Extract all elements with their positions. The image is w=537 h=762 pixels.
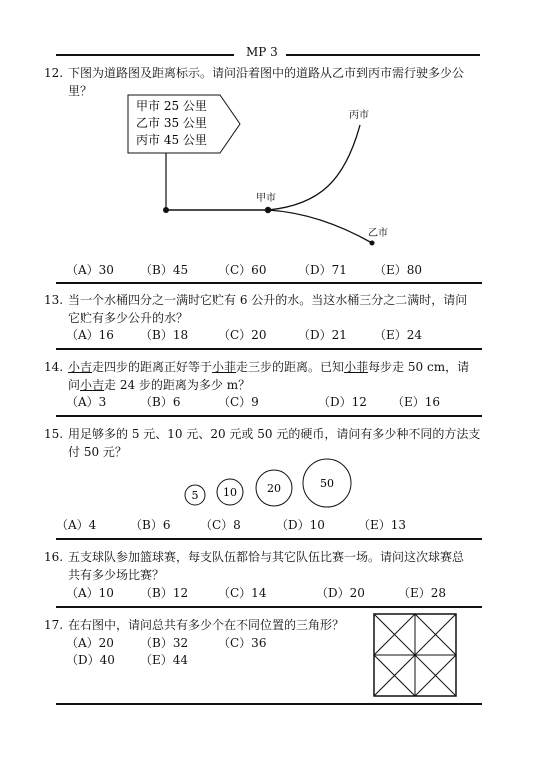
sign-line-1: 甲市 25 公里 (136, 99, 207, 113)
option-b[interactable]: （B）32 (140, 636, 189, 650)
option-d[interactable]: （D）21 (298, 328, 347, 342)
question-text-line: 五支球队参加篮球赛，每支队伍都恰与其它队伍比赛一场。请问这次球赛总 (68, 550, 465, 564)
question-text-line: 付 50 元？ (68, 445, 127, 459)
question-text-line: 用足够多的 5 元、10 元、20 元或 50 元的硬币，请问有多少种不同的方法支 (68, 427, 481, 441)
option-a[interactable]: （A）30 (66, 263, 114, 277)
option-e[interactable]: （E）16 (392, 395, 441, 409)
city-label-bing: 丙市 (349, 110, 369, 121)
question-number: 14. (44, 360, 64, 374)
option-d[interactable]: （D）40 (66, 653, 115, 667)
text-segment: 每步走 50 cm，请 (368, 360, 470, 374)
question-number: 12. (44, 66, 64, 80)
coin-label: 50 (320, 477, 334, 490)
option-c[interactable]: （C）36 (218, 636, 267, 650)
question-text-line: 里？ (68, 84, 93, 98)
name-xiaoji: 小吉 (68, 360, 93, 374)
option-d[interactable]: （D）10 (276, 518, 325, 532)
sign-line-2: 乙市 35 公里 (136, 116, 207, 130)
option-c[interactable]: （C）9 (218, 395, 259, 409)
text-segment: 走四步的距离正好等于 (92, 360, 213, 374)
question-text-line: 共有多少场比赛？ (68, 568, 165, 582)
text-segment: 问 (68, 378, 81, 392)
option-b[interactable]: （B）45 (140, 263, 189, 277)
option-c[interactable]: （C）14 (218, 586, 267, 600)
option-a[interactable]: （A）20 (66, 636, 114, 650)
city-label-jia: 甲市 (256, 193, 276, 204)
coin-label: 10 (223, 486, 237, 499)
option-d[interactable]: （D）20 (316, 586, 365, 600)
option-b[interactable]: （B）18 (140, 328, 189, 342)
coin-label: 5 (191, 489, 199, 502)
option-c[interactable]: （C）8 (200, 518, 241, 532)
question-text-line: 下图为道路图及距离标示。请问沿着图中的道路从乙市到丙市需行驶多少公 (68, 66, 465, 80)
option-d[interactable]: （D）71 (298, 263, 347, 277)
question-number: 17. (44, 618, 64, 632)
option-e[interactable]: （E）80 (374, 263, 423, 277)
option-a[interactable]: （A）3 (66, 395, 107, 409)
option-c[interactable]: （C）60 (218, 263, 267, 277)
option-e[interactable]: （E）13 (358, 518, 407, 532)
option-e[interactable]: （E）24 (374, 328, 423, 342)
question-text-line: 当一个水桶四分之一满时它贮有 6 公升的水。当这水桶三分之二满时，请问 (68, 293, 468, 307)
option-d[interactable]: （D）12 (318, 395, 367, 409)
option-e[interactable]: （E）28 (398, 586, 447, 600)
coin-label: 20 (267, 482, 281, 495)
name-xiaofei: 小菲 (212, 360, 237, 374)
option-a[interactable]: （A）10 (66, 586, 114, 600)
option-e[interactable]: （E）44 (140, 653, 189, 667)
city-label-yi: 乙市 (368, 228, 388, 239)
question-text-line: 在右图中，请问总共有多少个在不同位置的三角形？ (68, 618, 345, 632)
question-number: 13. (44, 293, 64, 307)
text-segment: 走 24 步的距离为多少 m？ (104, 378, 251, 392)
name-xiaofei: 小菲 (344, 360, 369, 374)
text-segment: 走三步的距离。已知 (236, 360, 345, 374)
option-c[interactable]: （C）20 (218, 328, 267, 342)
question-number: 15. (44, 427, 64, 441)
footer-rule (56, 703, 482, 705)
option-a[interactable]: （A）4 (56, 518, 97, 532)
option-b[interactable]: （B）12 (140, 586, 189, 600)
option-a[interactable]: （A）16 (66, 328, 114, 342)
page-title: MP 3 (246, 45, 278, 59)
option-b[interactable]: （B）6 (140, 395, 181, 409)
name-xiaoji: 小吉 (80, 378, 105, 392)
question-text-line: 它贮有多少公升的水？ (68, 311, 189, 325)
option-b[interactable]: （B）6 (130, 518, 171, 532)
question-number: 16. (44, 550, 64, 564)
sign-line-3: 丙市 45 公里 (136, 133, 207, 147)
